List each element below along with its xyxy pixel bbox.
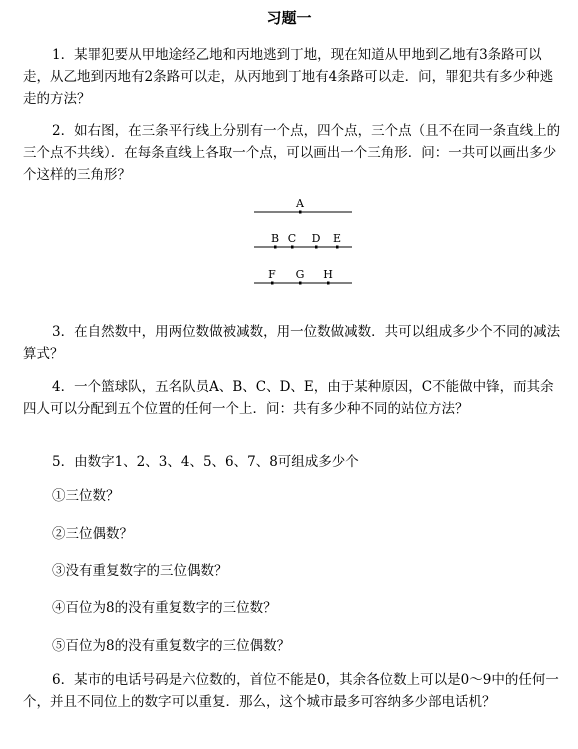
point-C-mark xyxy=(291,246,294,249)
problem-5-text: 5．由数字1、2、3、4、5、6、7、8可组成多少个 xyxy=(52,454,359,470)
point-label-G: G xyxy=(295,268,305,281)
problem-4-text: 4．一个篮球队，五名队员A、B、C、D、E，由于某种原因，C不能做中锋，而其余四人可以分配到五个位置的任何一个上．问：共有多少种不同的站位方法？ xyxy=(23,379,554,417)
problem-6-text: 6．某市的电话号码是六位数的，首位不能是0，其余各位数上可以是0～9中的任何一个，并且不同位上的数字可以重复．那么，这个城市最多可容纳多少部电话机？ xyxy=(23,672,559,710)
problem-2-text: 2．如右图，在三条平行线上分别有一个点，四个点，三个点（且不在同一条直线上的三个点不共线）．在每条直线上各取一个点，可以画出一个三角形．问：一共可以画出多少个这样的三角形？ xyxy=(23,123,561,183)
problem-5-item-3: ③没有重复数字的三位偶数？ xyxy=(52,563,228,579)
problem-3-text: 3．在自然数中，用两位数做被减数，用一位数做减数．共可以组成多少个不同的减法算式？ xyxy=(23,324,561,362)
point-B-mark xyxy=(274,246,277,249)
point-H-mark xyxy=(327,282,330,285)
point-label-H: H xyxy=(323,268,333,281)
point-G-mark xyxy=(299,282,302,285)
problem-5-item-5: ⑤百位为8的没有重复数字的三位偶数？ xyxy=(52,638,291,654)
point-E-mark xyxy=(336,246,339,249)
point-label-D: D xyxy=(311,232,321,245)
problem-5-item-2: ②三位偶数？ xyxy=(52,526,133,542)
point-F-mark xyxy=(271,282,274,285)
problem-5-item-4: ④百位为8的没有重复数字的三位数？ xyxy=(52,600,277,616)
problem-1-text: 1．某罪犯要从甲地途经乙地和丙地逃到丁地，现在知道从甲地到乙地有3条路可以走，从乙地到丙地有2条路可以走，从丙地到丁地有4条路可以走．问，罪犯共有多少种逃走的方法？ xyxy=(23,47,554,107)
point-A-mark xyxy=(299,211,302,214)
point-label-F: F xyxy=(268,268,276,281)
parallel-lines-diagram xyxy=(220,192,370,292)
point-label-B: B xyxy=(270,232,280,245)
point-label-C: C xyxy=(287,232,297,245)
point-D-mark xyxy=(315,246,318,249)
point-label-A: A xyxy=(296,197,304,210)
page-title: 习题一 xyxy=(266,9,312,27)
point-label-E: E xyxy=(332,232,342,245)
problem-5-item-1: ①三位数？ xyxy=(52,488,120,504)
